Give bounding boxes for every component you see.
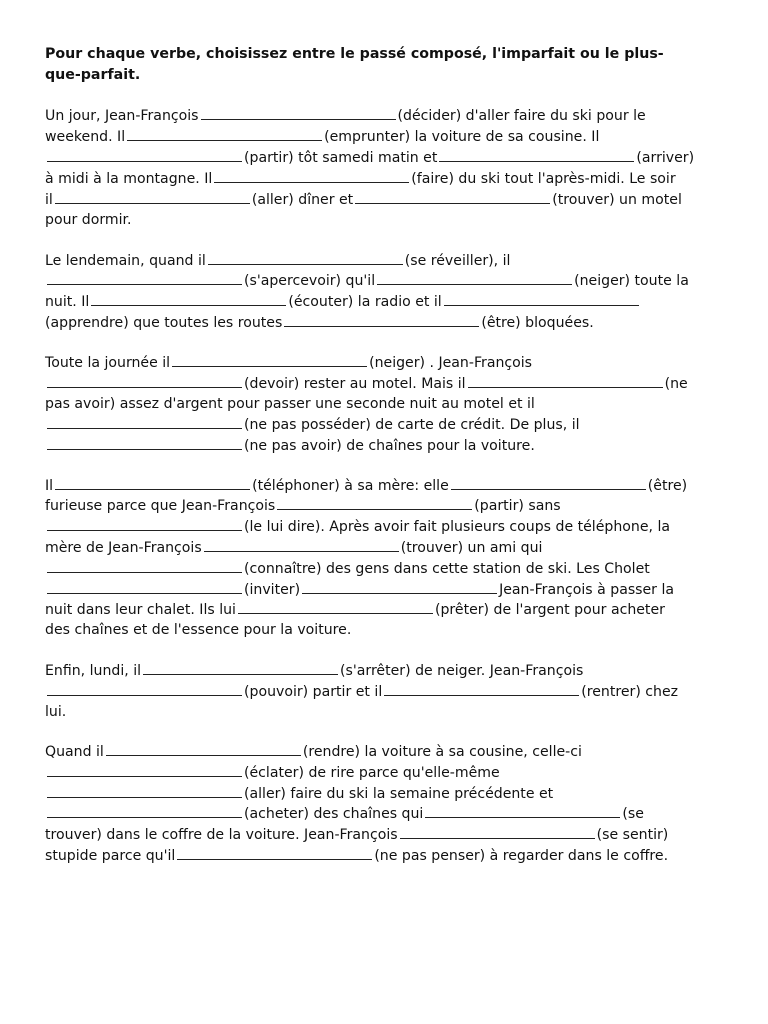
answer-blank[interactable] bbox=[47, 579, 242, 594]
exercise-line bbox=[45, 741, 725, 762]
line-text: weekend. Il bbox=[45, 129, 126, 145]
answer-blank[interactable] bbox=[47, 270, 242, 285]
answer-blank[interactable] bbox=[425, 803, 620, 818]
line-text: (devoir) rester au motel. Mais il bbox=[244, 376, 466, 392]
exercise-line bbox=[45, 579, 725, 600]
answer-blank[interactable] bbox=[444, 291, 639, 306]
line-text: à midi à la montagne. Il bbox=[45, 171, 213, 187]
answer-blank[interactable] bbox=[55, 475, 250, 490]
line-text: (emprunter) la voiture de sa cousine. Il bbox=[324, 129, 600, 145]
answer-blank[interactable] bbox=[172, 352, 367, 367]
line-text: (ne pas posséder) de carte de crédit. De plus, il bbox=[244, 417, 580, 433]
exercise-line bbox=[45, 537, 725, 558]
exercise-line bbox=[45, 620, 725, 640]
exercise-line bbox=[45, 373, 725, 394]
exercise-line bbox=[45, 352, 725, 373]
answer-blank[interactable] bbox=[284, 312, 479, 327]
line-text: (trouver) un ami qui bbox=[400, 540, 543, 556]
answer-blank[interactable] bbox=[47, 803, 242, 818]
answer-blank[interactable] bbox=[238, 599, 433, 614]
answer-blank[interactable] bbox=[377, 270, 572, 285]
answer-blank[interactable] bbox=[468, 373, 663, 388]
exercise-line bbox=[45, 435, 725, 456]
answer-blank[interactable] bbox=[55, 189, 250, 204]
line-text: (trouver) un motel bbox=[552, 192, 682, 208]
line-text: nuit dans leur chalet. Ils lui bbox=[45, 602, 236, 618]
exercise-line bbox=[45, 414, 725, 435]
line-text: (acheter) des chaînes qui bbox=[244, 806, 424, 822]
line-text: (faire) du ski tout l'après-midi. Le soir bbox=[411, 171, 676, 187]
answer-blank[interactable] bbox=[439, 147, 634, 162]
line-text: pour dormir. bbox=[45, 212, 132, 228]
line-text: (neiger) toute la bbox=[574, 273, 689, 289]
line-text: (se réveiller), il bbox=[404, 253, 511, 269]
exercise-line bbox=[45, 189, 725, 210]
line-text: (se sentir) bbox=[596, 827, 669, 843]
instructions-title bbox=[45, 44, 735, 86]
exercise-line bbox=[45, 702, 725, 722]
line-text: (ne pas penser) à regarder dans le coffre. bbox=[374, 848, 669, 864]
exercise-line bbox=[45, 599, 725, 620]
exercise-line bbox=[45, 168, 725, 189]
line-text: (ne pas avoir) de chaînes pour la voiture. bbox=[244, 438, 535, 454]
line-text: Il bbox=[45, 478, 54, 494]
line-text: stupide parce qu'il bbox=[45, 848, 176, 864]
exercise-line bbox=[45, 210, 725, 230]
line-text: (écouter) la radio et il bbox=[288, 294, 442, 310]
line-text: (être) bbox=[647, 478, 688, 494]
line-text: (aller) dîner et bbox=[251, 192, 354, 208]
line-text: (connaître) des gens dans cette station de ski. Les Cholet bbox=[244, 561, 650, 577]
answer-blank[interactable] bbox=[106, 741, 301, 756]
answer-blank[interactable] bbox=[208, 250, 403, 265]
line-text: (s'apercevoir) qu'il bbox=[244, 273, 376, 289]
line-text: (pouvoir) partir et il bbox=[244, 684, 383, 700]
answer-blank[interactable] bbox=[47, 762, 242, 777]
answer-blank[interactable] bbox=[47, 147, 242, 162]
answer-blank[interactable] bbox=[277, 495, 472, 510]
line-text: (arriver) bbox=[636, 150, 695, 166]
exercise-line bbox=[45, 495, 725, 516]
line-text: des chaînes et de l'essence pour la voiture. bbox=[45, 622, 352, 638]
line-text: (ne bbox=[664, 376, 688, 392]
line-text: (téléphoner) à sa mère: elle bbox=[252, 478, 449, 494]
answer-blank[interactable] bbox=[47, 414, 242, 429]
line-text: lui. bbox=[45, 704, 67, 720]
line-text: Toute la journée il bbox=[45, 355, 171, 371]
line-text: (se bbox=[622, 806, 644, 822]
line-text: furieuse parce que Jean-François bbox=[45, 498, 276, 514]
exercise-line bbox=[45, 394, 725, 414]
line-text: (aller) faire du ski la semaine précédente et bbox=[244, 786, 554, 802]
line-text: Le lendemain, quand il bbox=[45, 253, 206, 269]
exercise-line bbox=[45, 783, 725, 804]
exercise-line bbox=[45, 312, 725, 333]
answer-blank[interactable] bbox=[47, 435, 242, 450]
exercise-line bbox=[45, 147, 725, 168]
line-text: (rendre) la voiture à sa cousine, celle-ci bbox=[302, 744, 582, 760]
answer-blank[interactable] bbox=[302, 579, 497, 594]
exercise-line bbox=[45, 762, 725, 783]
answer-blank[interactable] bbox=[355, 189, 550, 204]
exercise-line bbox=[45, 681, 725, 702]
line-text: pas avoir) assez d'argent pour passer une seconde nuit au motel et il bbox=[45, 396, 535, 412]
answer-blank[interactable] bbox=[384, 681, 579, 696]
line-text: mère de Jean-François bbox=[45, 540, 202, 556]
answer-blank[interactable] bbox=[47, 558, 242, 573]
line-text: trouver) dans le coffre de la voiture. Jean-François bbox=[45, 827, 398, 843]
answer-blank[interactable] bbox=[91, 291, 286, 306]
answer-blank[interactable] bbox=[143, 660, 338, 675]
exercise-line bbox=[45, 516, 725, 537]
line-text: (partir) tôt samedi matin et bbox=[244, 150, 438, 166]
answer-blank[interactable] bbox=[204, 537, 399, 552]
exercise-line bbox=[45, 803, 725, 824]
exercise-line bbox=[45, 105, 725, 126]
line-text: (rentrer) chez bbox=[581, 684, 679, 700]
line-text: (neiger) . Jean-François bbox=[369, 355, 533, 371]
exercise-line bbox=[45, 824, 725, 845]
answer-blank[interactable] bbox=[47, 681, 242, 696]
line-text: (être) bloquées. bbox=[481, 315, 594, 331]
answer-blank[interactable] bbox=[47, 373, 242, 388]
line-text: (partir) sans bbox=[474, 498, 561, 514]
line-text: (éclater) de rire parce qu'elle-même bbox=[244, 765, 500, 781]
line-text: Quand il bbox=[45, 744, 104, 760]
exercise-line bbox=[45, 475, 725, 496]
line-text: (décider) d'aller faire du ski pour le bbox=[397, 108, 646, 124]
answer-blank[interactable] bbox=[214, 168, 409, 183]
line-text: il bbox=[45, 192, 53, 208]
answer-blank[interactable] bbox=[177, 845, 372, 860]
answer-blank[interactable] bbox=[47, 783, 242, 798]
answer-blank[interactable] bbox=[47, 516, 242, 531]
answer-blank[interactable] bbox=[451, 475, 646, 490]
line-text: Enfin, lundi, il bbox=[45, 663, 142, 679]
line-text: Un jour, Jean-François bbox=[45, 108, 199, 124]
line-text: nuit. Il bbox=[45, 294, 90, 310]
exercise-line bbox=[45, 845, 725, 866]
line-text: (le lui dire). Après avoir fait plusieurs coups de téléphone, la bbox=[244, 519, 671, 535]
line-text: (apprendre) que toutes les routes bbox=[45, 315, 283, 331]
answer-blank[interactable] bbox=[400, 824, 595, 839]
line-text: Jean-François à passer la bbox=[499, 582, 675, 598]
line-text: (s'arrêter) de neiger. Jean-François bbox=[340, 663, 584, 679]
exercise-line bbox=[45, 660, 725, 681]
answer-blank[interactable] bbox=[201, 105, 396, 120]
exercise-line bbox=[45, 250, 725, 271]
exercise-line bbox=[45, 126, 725, 147]
line-text: (inviter) bbox=[244, 582, 301, 598]
line-text: (prêter) de l'argent pour acheter bbox=[434, 602, 665, 618]
title-line-1: Pour chaque verbe, choisissez entre le passé composé, l'imparfait ou le plus- bbox=[45, 46, 664, 62]
answer-blank[interactable] bbox=[127, 126, 322, 141]
title-line-2: que-parfait. bbox=[45, 67, 141, 83]
exercise-line bbox=[45, 558, 725, 579]
exercise-line bbox=[45, 270, 725, 291]
exercise-line bbox=[45, 291, 725, 312]
